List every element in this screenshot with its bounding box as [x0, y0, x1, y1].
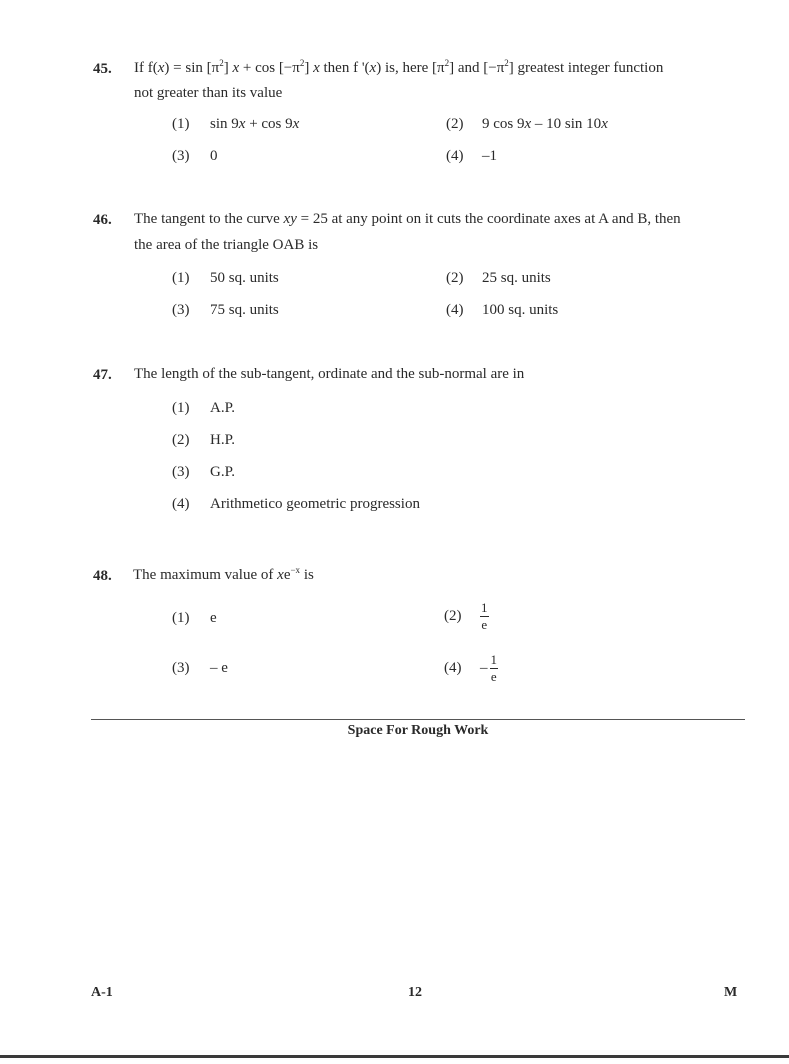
question-text-line2: not greater than its value — [134, 85, 283, 101]
paper-code: A-1 — [91, 985, 113, 1000]
fraction: $\frac{1}{e}$ — [490, 651, 497, 684]
option[interactable]: (4) 100 sq. units — [446, 302, 559, 318]
option[interactable]: (1) sin 9x + cos 9x — [172, 116, 300, 132]
page-bottom-edge — [0, 1055, 789, 1058]
option[interactable]: (2) 9 cos 9x – 10 sin 10x — [446, 116, 608, 132]
question-text-line2: the area of the triangle OAB is — [134, 237, 319, 253]
fraction: $\frac{1}{e}$ — [481, 599, 488, 632]
option[interactable]: (3) – e — [172, 660, 228, 676]
question-text: If $f(x) = \sin [\pi^2] x + \cos [-\pi^2]$ x then f '(x) is, here $[\pi^2]$ and $[-\pi^2]$ greatest integer function — [134, 58, 664, 76]
question-number: 46. — [93, 212, 112, 228]
option[interactable]: (2) 25 sq. units — [446, 270, 551, 286]
question-number: 45. — [93, 61, 112, 77]
rough-work-label: Space For Rough Work — [347, 723, 489, 738]
option[interactable]: (2) H.P. — [172, 432, 236, 448]
section-divider — [91, 719, 745, 720]
option[interactable]: (3) 75 sq. units — [172, 302, 279, 318]
option[interactable]: (3) G.P. — [172, 464, 236, 480]
series-code: M — [724, 985, 738, 1000]
question-text: The length of the sub-tangent, ordinate and the sub-normal are in — [134, 366, 525, 382]
question-number: 47. — [93, 367, 112, 383]
option[interactable]: (4) –1 — [446, 148, 497, 164]
option[interactable]: (4) – $\frac{1}{e}$ — [444, 651, 497, 684]
question-text: The tangent to the curve xy = 25 at any point on it cuts the coordinate axes at A and B, then — [134, 211, 681, 227]
option[interactable]: (3) 0 — [172, 148, 218, 164]
option[interactable]: (4) Arithmetico geometric progression — [172, 496, 420, 512]
option[interactable]: (1) 50 sq. units — [172, 270, 279, 286]
option[interactable]: (1) A.P. — [172, 400, 236, 416]
question-text: The maximum value of $xe^{-x}$ is — [133, 565, 314, 583]
page-number: 12 — [408, 985, 422, 1000]
option[interactable]: (2) $\frac{1}{e}$ — [444, 599, 488, 632]
option[interactable]: (1) e — [172, 610, 217, 626]
question-number: 48. — [93, 568, 112, 584]
